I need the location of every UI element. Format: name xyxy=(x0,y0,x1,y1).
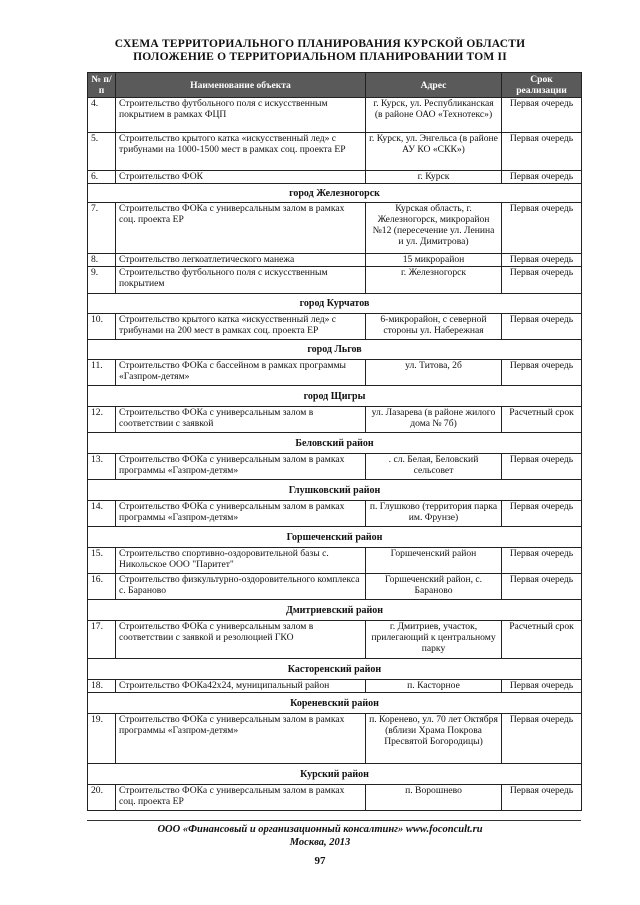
row-num: 8. xyxy=(88,254,116,267)
row-num: 6. xyxy=(88,171,116,184)
row-address: п. Коренево, ул. 70 лет Октября (вблизи Храма Покрова Пресвятой Богородицы) xyxy=(366,714,502,764)
row-address: п. Глушково (территория парка им. Фрунзе) xyxy=(366,501,502,527)
section-row xyxy=(88,659,582,680)
row-term: Первая очередь xyxy=(502,267,582,294)
row-address: г. Курск, ул. Энгельса (в районе АУ КО «СКК») xyxy=(366,133,502,171)
row-address: 6-микрорайон, с северной стороны ул. Набережная xyxy=(366,314,502,340)
row-address: Курская область, г. Железногорск, микрорайон №12 (пересечение ул. Ленина и ул. Димитрова) xyxy=(366,203,502,254)
col-header-term: Срок реализации xyxy=(502,73,582,98)
row-num: 16. xyxy=(88,574,116,600)
table-row xyxy=(88,574,582,600)
section-heading: город Льгов xyxy=(88,340,582,360)
row-term: Первая очередь xyxy=(502,680,582,693)
row-name: Строительство ФОК xyxy=(116,171,366,184)
section-row xyxy=(88,764,582,785)
row-name: Строительство футбольного поля с искусственным покрытием xyxy=(116,267,366,294)
section-heading: Глушковский район xyxy=(88,480,582,501)
row-name: Строительство ФОКа с универсальным залом в соответствии с заявкой xyxy=(116,407,366,433)
table-row xyxy=(88,203,582,254)
page-number: 97 xyxy=(314,855,326,867)
row-term: Расчетный срок xyxy=(502,621,582,659)
row-num: 12. xyxy=(88,407,116,433)
row-address: п. Ворошнево xyxy=(366,785,502,811)
table-row xyxy=(88,621,582,659)
row-name: Строительство легкоатлетического манежа xyxy=(116,254,366,267)
table-row xyxy=(88,360,582,386)
table-row xyxy=(88,454,582,480)
row-num: 19. xyxy=(88,714,116,764)
section-heading: Курский район xyxy=(88,764,582,785)
footer-company: ООО «Финансовый и организационный консалтинг» www.foconcult.ru xyxy=(157,824,483,835)
row-term: Первая очередь xyxy=(502,501,582,527)
row-term: Первая очередь xyxy=(502,203,582,254)
row-term: Первая очередь xyxy=(502,254,582,267)
row-address: ул. Лазарева (в районе жилого дома № 7б) xyxy=(366,407,502,433)
row-num: 9. xyxy=(88,267,116,294)
table-row xyxy=(88,171,582,184)
section-heading: Касторенский район xyxy=(88,659,582,680)
row-name: Строительство ФОКа с бассейном в рамках программы «Газпром-детям» xyxy=(116,360,366,386)
footer-divider xyxy=(87,820,581,821)
row-name: Строительство крытого катка «искусственный лед» с трибунами на 1000-1500 мест в рамках соц. проекта ЕР xyxy=(116,133,366,171)
section-heading: Беловский район xyxy=(88,433,582,454)
row-name: Строительство ФОКа с универсальным залом в рамках соц. проекта ЕР xyxy=(116,203,366,254)
row-name: Строительство ФОКа с универсальным залом в соответствии с заявкой и резолюцией ГКО xyxy=(116,621,366,659)
row-term: Первая очередь xyxy=(502,574,582,600)
row-num: 20. xyxy=(88,785,116,811)
table-row xyxy=(88,680,582,693)
table-row xyxy=(88,407,582,433)
row-num: 10. xyxy=(88,314,116,340)
section-row xyxy=(88,693,582,714)
section-heading: город Курчатов xyxy=(88,294,582,314)
col-header-num: № п/п xyxy=(88,73,116,98)
footer-city-year: Москва, 2013 xyxy=(289,837,351,848)
row-term: Первая очередь xyxy=(502,314,582,340)
objects-table xyxy=(87,72,582,811)
section-row xyxy=(88,433,582,454)
row-name: Строительство ФОКа с универсальным залом в рамках программы «Газпром-детям» xyxy=(116,454,366,480)
table-row xyxy=(88,714,582,764)
row-term: Первая очередь xyxy=(502,548,582,574)
section-row xyxy=(88,600,582,621)
row-name: Строительство ФОКа с универсальным залом в рамках соц. проекта ЕР xyxy=(116,785,366,811)
row-name: Строительство футбольного поля с искусственным покрытием в рамках ФЦП xyxy=(116,98,366,133)
col-header-address: Адрес xyxy=(366,73,502,98)
row-address: г. Дмитриев, участок, прилегающий к центральному парку xyxy=(366,621,502,659)
row-address: г. Курск xyxy=(366,171,502,184)
document-subtitle: ПОЛОЖЕНИЕ О ТЕРРИТОРИАЛЬНОМ ПЛАНИРОВАНИИ ТОМ II xyxy=(133,51,507,63)
row-address: Горшеченский район, с. Бараново xyxy=(366,574,502,600)
table-header-row xyxy=(88,73,582,98)
section-heading: город Железногорск xyxy=(88,184,582,203)
row-num: 17. xyxy=(88,621,116,659)
section-row xyxy=(88,294,582,314)
row-num: 13. xyxy=(88,454,116,480)
row-term: Первая очередь xyxy=(502,454,582,480)
section-row xyxy=(88,386,582,407)
row-name: Строительство спортивно-оздоровительной базы с. Никольское ООО "Паритет" xyxy=(116,548,366,574)
table-row xyxy=(88,785,582,811)
row-term: Первая очередь xyxy=(502,714,582,764)
document-title: СХЕМА ТЕРРИТОРИАЛЬНОГО ПЛАНИРОВАНИЯ КУРСКОЙ ОБЛАСТИ xyxy=(114,38,526,50)
table-row xyxy=(88,267,582,294)
section-row xyxy=(88,527,582,548)
row-term: Первая очередь xyxy=(502,171,582,184)
row-name: Строительство крытого катка «искусственный лед» с трибунами на 200 мест в рамках соц. проекта ЕР xyxy=(116,314,366,340)
row-name: Строительство ФОКа с универсальным залом в рамках программы «Газпром-детям» xyxy=(116,501,366,527)
row-num: 15. xyxy=(88,548,116,574)
table-row xyxy=(88,314,582,340)
table-row xyxy=(88,133,582,171)
row-term: Первая очередь xyxy=(502,360,582,386)
row-address: п. Касторное xyxy=(366,680,502,693)
section-heading: Дмитриевский район xyxy=(88,600,582,621)
section-heading: Кореневский район xyxy=(88,693,582,714)
table-row xyxy=(88,98,582,133)
row-address: г. Курск, ул. Республиканская (в районе ОАО «Технотекс») xyxy=(366,98,502,133)
table-row xyxy=(88,501,582,527)
section-heading: город Щигры xyxy=(88,386,582,407)
section-row xyxy=(88,480,582,501)
section-row xyxy=(88,184,582,203)
row-num: 5. xyxy=(88,133,116,171)
row-num: 11. xyxy=(88,360,116,386)
row-address: ул. Титова, 2б xyxy=(366,360,502,386)
row-term: Расчетный срок xyxy=(502,407,582,433)
row-num: 7. xyxy=(88,203,116,254)
table-row xyxy=(88,548,582,574)
row-name: Строительство физкультурно-оздоровительного комплекса с. Бараново xyxy=(116,574,366,600)
row-name: Строительство ФОКа42х24, муниципальный район xyxy=(116,680,366,693)
row-num: 18. xyxy=(88,680,116,693)
row-term: Первая очередь xyxy=(502,98,582,133)
section-heading: Горшеченский район xyxy=(88,527,582,548)
row-term: Первая очередь xyxy=(502,133,582,171)
row-num: 14. xyxy=(88,501,116,527)
row-address: . сл. Белая, Беловский сельсовет xyxy=(366,454,502,480)
row-address: г. Железногорск xyxy=(366,267,502,294)
row-address: 15 микрорайон xyxy=(366,254,502,267)
table-row xyxy=(88,254,582,267)
row-term: Первая очередь xyxy=(502,785,582,811)
col-header-name: Наименование объекта xyxy=(116,73,366,98)
row-num: 4. xyxy=(88,98,116,133)
section-row xyxy=(88,340,582,360)
row-name: Строительство ФОКа с универсальным залом в рамках программы «Газпром-детям» xyxy=(116,714,366,764)
row-address: Горшеченский район xyxy=(366,548,502,574)
